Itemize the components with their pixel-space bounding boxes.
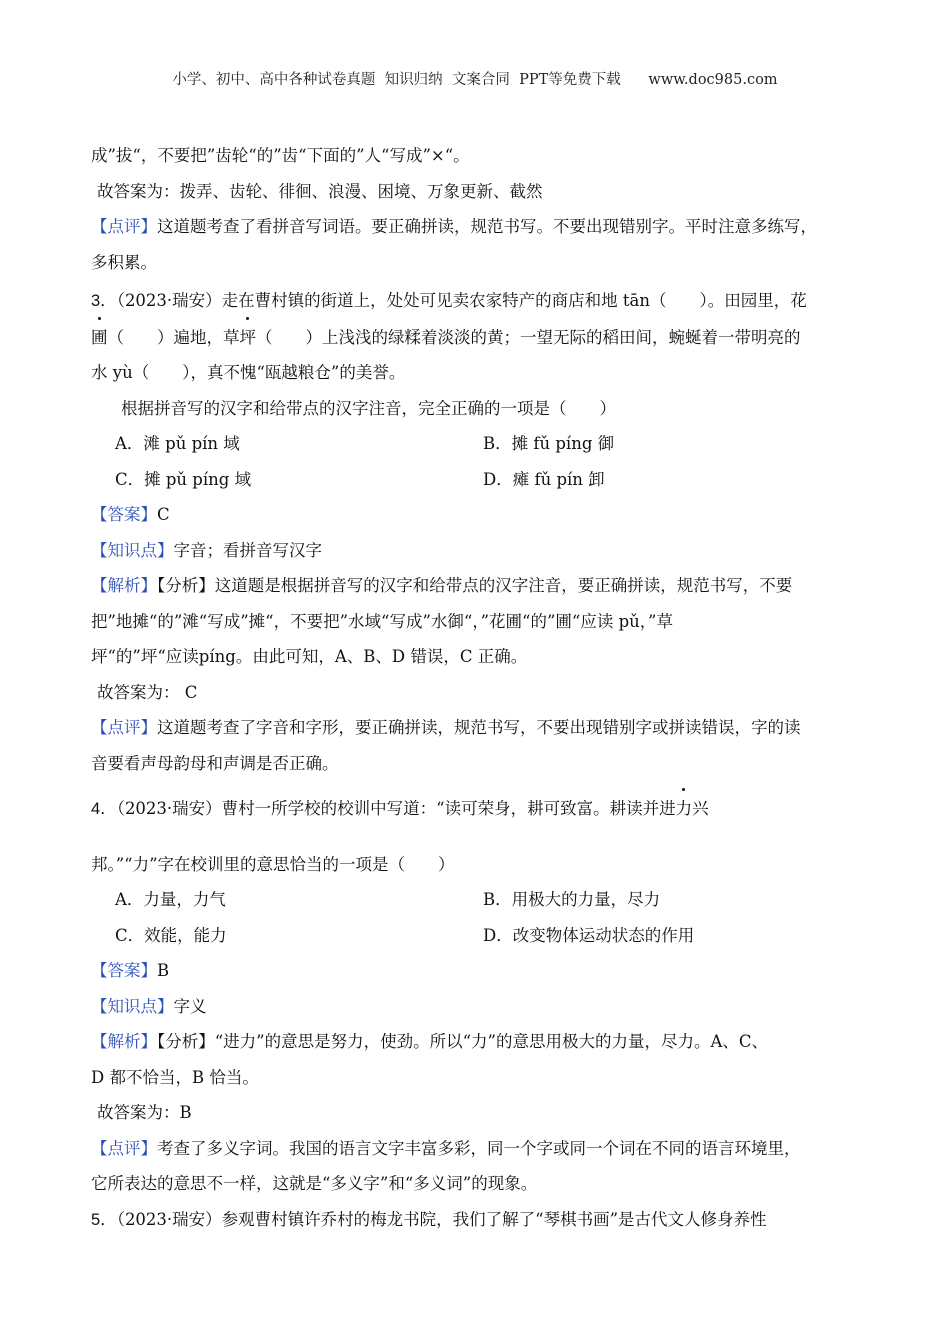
q4-final-answer: 故答案为：B (97, 1103, 192, 1122)
q4-number: 4． (91, 800, 117, 818)
q3-analysis: 【解析】【分析】这道题是根据拼音写的汉字和给带点的汉字注音，要正确拼读，规范书写，不要 (91, 576, 793, 595)
prev-review-cont: 多积累。 (91, 252, 157, 272)
q4-options-row1 (91, 882, 859, 918)
q5-number: 5． (91, 1210, 117, 1229)
q3-knowledge: 【知识点】字音；看拼音写汉字 (91, 540, 322, 560)
q4-option-b[interactable]: B．用极大的力量，尽力 (483, 890, 661, 909)
q3-line1: 3．（2023·瑞安）走在曹村镇的街道上，处处可见卖农家特产的商店和地 tān（ ）。田园里，花 (91, 291, 807, 310)
q3-review-cont: 音要看声母韵母和声调是否正确。 (91, 753, 339, 773)
dotted-char-pu: 圃 (91, 320, 108, 356)
knowledge-tag: 【知识点】 (91, 996, 174, 1016)
q3-final-answer: 故答案为： C (97, 682, 198, 702)
q3-option-c[interactable]: C．摊 pǔ píng 域 (115, 469, 252, 489)
answer-tag: 【答案】 (91, 961, 157, 980)
q4-knowledge: 【知识点】字义 (91, 996, 207, 1016)
q3-line2: 圃（ ）遍地，草坪（ ）上浅浅的绿糅着淡淡的黄；一望无际的稻田间，蜿蜒着一带明亮的 (91, 320, 859, 356)
analysis-tag: 【解析】 (91, 576, 157, 595)
prev-line1: 成”拔“，不要把”齿轮“的”齿“下面的”人“写成”×“。 (91, 146, 470, 165)
knowledge-tag: 【知识点】 (91, 540, 174, 560)
q3-review: 【点评】这道题考查了字音和字形，要正确拼读，规范书写，不要出现错别字或拼读错误，字的读 (91, 718, 801, 737)
q3-analysis-cont2: 坪“的”坪“应读píng。由此可知，A、B、D 错误，C 正确。 (91, 647, 528, 666)
q4-option-a[interactable]: A．力量，力气 (115, 890, 226, 909)
page-header: 小学、初中、高中各种试卷真题 知识归纳 文案合同 PPT等免费下载 www.doc985.com (172, 72, 778, 88)
q4-options-row2 (91, 918, 859, 954)
q3-answer: 【答案】C (91, 505, 170, 524)
review-tag: 【点评】 (91, 718, 157, 737)
q3-option-a[interactable]: A．滩 pǔ pín 域 (115, 434, 240, 453)
document-body (91, 138, 859, 1238)
review-tag: 【点评】 (91, 1138, 157, 1158)
q4-review: 【点评】考查了多义字词。我国的语言文字丰富多彩，同一个字或同一个词在不同的语言环境里， (91, 1138, 801, 1158)
q3-line3: 水 yù（ ），真不愧“瓯越粮仓”的美誉。 (91, 363, 406, 382)
q4-option-c[interactable]: C．效能，能力 (115, 925, 227, 945)
q3-question: 根据拼音写的汉字和给带点的汉字注音，完全正确的一项是（ ） (121, 398, 616, 418)
dotted-char-ping: 坪 (240, 320, 257, 356)
prev-final-answer: 故答案为：拨弄、齿轮、徘徊、浪漫、困境、万象更新、截然 (97, 181, 543, 201)
q5-line1: 5．（2023·瑞安）参观曹村镇许乔村的梅龙书院，我们了解了“琴棋书画”是古代文人修身养性 (91, 1209, 767, 1229)
q3-analysis-cont1: 把”地摊“的”滩“写成”摊“，不要把”水域“写成”水御“，”花圃“的”圃“应读 pǔ，”草 (91, 611, 673, 631)
analysis-tag: 【解析】 (91, 1032, 157, 1051)
q4-line2: 邦。”“力”字在校训里的意思恰当的一项是（ ） (91, 854, 455, 874)
answer-tag: 【答案】 (91, 505, 157, 524)
q4-line1: 4．（2023·瑞安）曹村一所学校的校训中写道：“读可荣身，耕可致富。耕读并进力兴 (91, 791, 859, 828)
dotted-char-li: 力 (676, 791, 693, 827)
q4-review-cont: 它所表达的意思不一样，这就是“多义字”和“多义词”的现象。 (91, 1174, 538, 1193)
q4-option-d[interactable]: D．改变物体运动状态的作用 (483, 925, 695, 945)
q3-option-b[interactable]: B．摊 fǔ píng 御 (483, 434, 615, 453)
q3-options-row2 (91, 462, 859, 498)
prev-review: 【点评】这道题考查了看拼音写词语。要正确拼读，规范书写。不要出现错别字。平时注意多练写， (91, 217, 817, 236)
review-tag: 【点评】 (91, 217, 157, 236)
q4-answer: 【答案】B (91, 961, 170, 980)
q3-options-row1 (91, 426, 859, 462)
q3-option-d[interactable]: D．瘫 fǔ pín 卸 (483, 469, 605, 489)
q3-number: 3． (91, 292, 117, 310)
q4-analysis: 【解析】【分析】“进力”的意思是努力，使劲。所以“力”的意思用极大的力量，尽力。A、C、 (91, 1032, 769, 1051)
q4-analysis-cont: D 都不恰当，B 恰当。 (91, 1067, 259, 1087)
